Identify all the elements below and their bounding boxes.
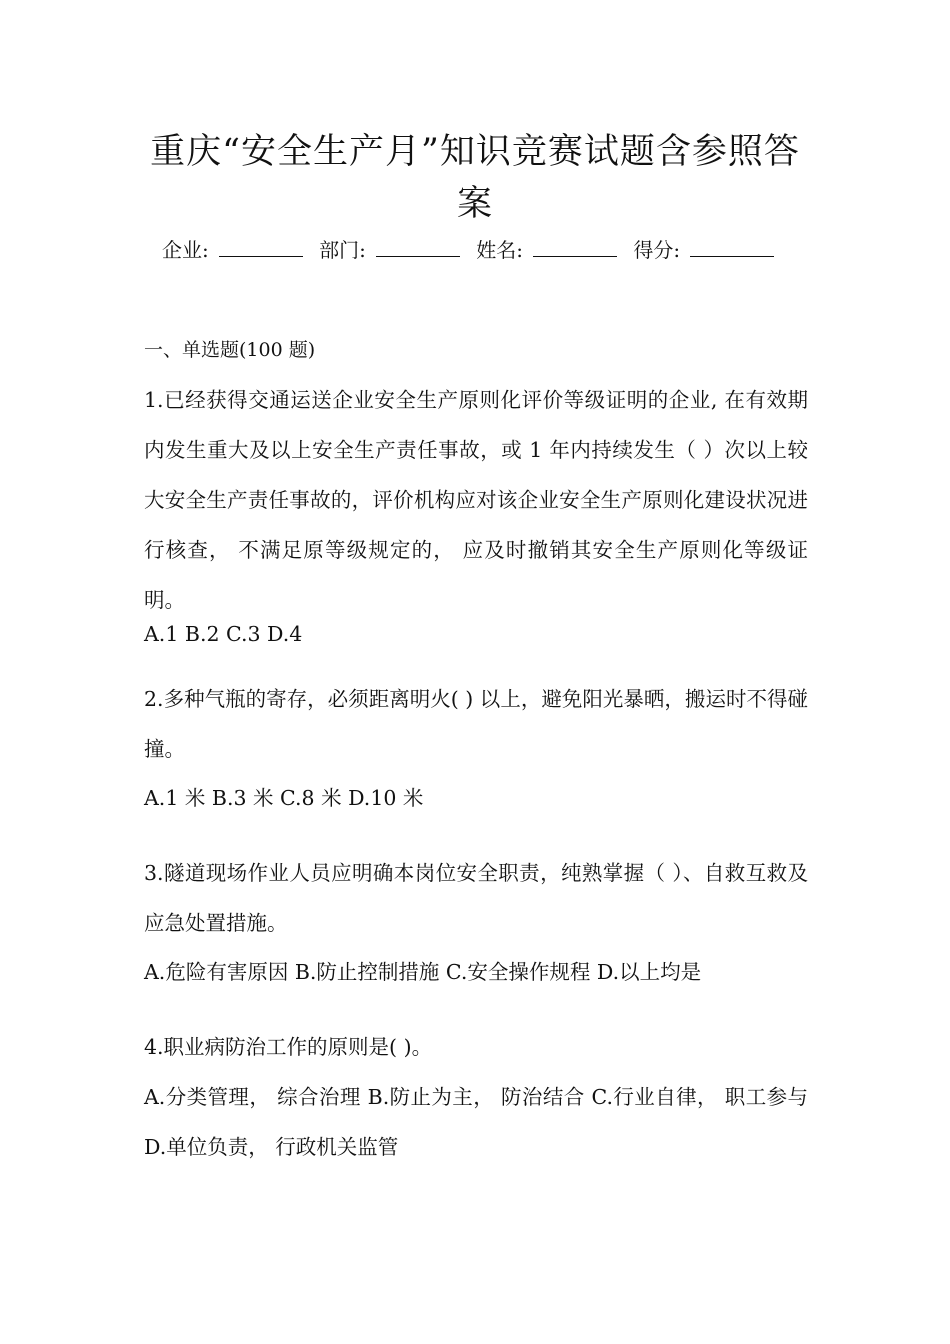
question-options: A.1 B.2 C.3 D.4	[144, 622, 303, 646]
question-options: A.1 米 B.3 米 C.8 米 D.10 米	[144, 786, 424, 810]
question-text: 3.隧道现场作业人员应明确本岗位安全职责，纯熟掌握（ ）、自救互救及应急处置措施。	[144, 861, 808, 935]
question-text: 1.已经获得交通运送企业安全生产原则化评价等级证明的企业, 在有效期内发生重大及以上安全生产责任事故，或 1 年内持续发生（ ）次以上较大安全生产责任事故的，评价机构应对该企业安全生产原则化建设状况进行核查， 不满足原等级规定的， 应及时撤销其安全生产原则化等级证明。	[144, 388, 808, 612]
info-fields-row	[162, 234, 802, 266]
company-blank	[219, 234, 303, 257]
question-text: 2.多种气瓶的寄存，必须距离明火( ) 以上，避免阳光暴晒，搬运时不得碰撞。	[144, 687, 808, 761]
department-label: 部门:	[319, 238, 366, 262]
question-options: A.分类管理， 综合治理 B.防止为主， 防治结合 C.行业自律， 职工参与 D.单位负责， 行政机关监管	[144, 1085, 808, 1159]
section-heading: 一、单选题(100 题)	[144, 339, 316, 361]
name-label: 姓名:	[476, 238, 523, 262]
score-blank	[690, 234, 774, 257]
score-label: 得分:	[633, 238, 681, 262]
question-options: A.危险有害原因 B.防止控制措施 C.安全操作规程 D.以上均是	[144, 960, 702, 984]
department-field	[319, 238, 470, 262]
company-field	[162, 238, 313, 262]
department-blank	[376, 234, 460, 257]
name-field	[476, 238, 627, 262]
question-text: 4.职业病防治工作的原则是( )。	[144, 1035, 433, 1059]
document-title: 重庆“安全生产月”知识竞赛试题含参照答案	[150, 132, 800, 224]
company-label: 企业:	[162, 238, 209, 262]
name-blank	[533, 234, 617, 257]
score-field	[633, 238, 778, 262]
